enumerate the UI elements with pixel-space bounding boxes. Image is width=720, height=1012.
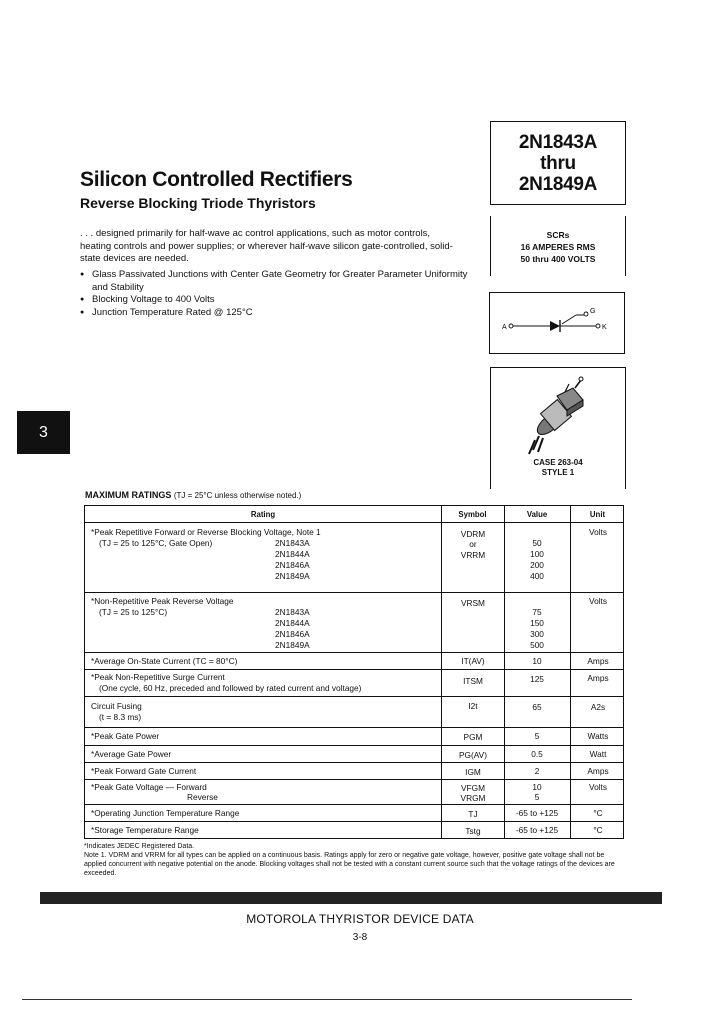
scr-label: SCRs (546, 230, 570, 240)
unit-cell: A2s (590, 702, 606, 712)
part-number-start: 2N1843A (518, 132, 598, 153)
unit-cell: °C (593, 808, 603, 818)
bottom-rule (22, 999, 632, 1000)
stud-package-icon (521, 376, 597, 456)
schematic-symbol-box (489, 292, 625, 354)
value-cell: 50 (532, 538, 542, 548)
symbol-cell: IT(AV) (461, 656, 485, 666)
decorative-band (40, 892, 662, 904)
value-cell: 75 (532, 607, 542, 617)
rating-label: *Peak Repetitive Forward or Reverse Blocking Voltage, Note 1 (91, 527, 321, 537)
table-header (85, 506, 623, 523)
table-row-vrsm (85, 593, 623, 653)
page-title: Silicon Controlled Rectifiers (80, 168, 353, 191)
table-row-i2t (85, 697, 623, 728)
rating-label: *Peak Forward Gate Current (91, 766, 197, 776)
value-cell: 300 (530, 629, 544, 639)
table-row-vgm (85, 780, 623, 805)
unit-cell: Amps (587, 766, 609, 776)
unit-cell: °C (593, 825, 603, 835)
ratings-condition: (TJ = 25°C unless otherwise noted.) (173, 491, 302, 500)
value-cell: 500 (530, 640, 544, 650)
value-cell: 10 (532, 782, 542, 792)
rating-label: *Storage Temperature Range (91, 825, 199, 835)
rating-condition: (TJ = 25 to 125°C) (99, 607, 168, 617)
symbol-cell: VRGM (460, 793, 486, 803)
note-1: Note 1. VDRM and VRRM for all types can be applied on a continuous basis. Ratings apply for zero or negative gate voltage, however, positive gate voltage shall not be applied concurrent with negative potential on the anode. Blocking voltages shall not be tested with a constant current source such that the voltage ratings of the devices are exceeded. (84, 852, 615, 877)
unit-cell: Volts (589, 527, 607, 537)
rating-label: Circuit Fusing (91, 701, 142, 711)
value-cell: 2 (534, 766, 540, 776)
table-row-igm (85, 763, 623, 780)
intro-paragraph: . . . designed primarily for half-wave ac control applications, such as motor controls, heating controls and power supplies; or wherever half-wave silicon gate-controlled, solid-state devices are needed. (80, 228, 453, 264)
value-cell: 150 (530, 618, 544, 628)
header-value: Value (526, 510, 548, 519)
device-name: 2N1849A (275, 571, 310, 581)
device-name: 2N1843A (275, 538, 310, 548)
part-number-thru: thru (540, 153, 576, 174)
scr-current: 16 AMPERES RMS (520, 242, 596, 252)
header-symbol: Symbol (458, 510, 487, 519)
symbol-cell: TJ (468, 809, 478, 819)
rating-condition: (TJ = 25 to 125°C, Gate Open) (99, 538, 213, 548)
rating-label: *Operating Junction Temperature Range (91, 808, 240, 818)
symbol-cell: I2t (468, 701, 478, 711)
unit-cell: Watts (587, 731, 609, 741)
rating-label: *Average On-State Current (TC = 80°C) (91, 656, 238, 666)
rating-label: *Average Gate Power (91, 749, 172, 759)
value-cell: 65 (532, 702, 542, 712)
unit-cell: Volts (589, 782, 607, 792)
symbol-cell: VRRM (460, 550, 486, 560)
table-row-it-av (85, 653, 623, 670)
ratings-table (84, 505, 624, 839)
symbol-cell: IGM (465, 767, 481, 777)
case-number: CASE 263-04 (533, 458, 583, 467)
device-name: 2N1844A (275, 549, 310, 559)
symbol-or: or (469, 539, 477, 549)
symbol-cell: PGM (463, 732, 483, 742)
chapter-tab: 3 (17, 411, 70, 454)
symbol-cell: VFGM (461, 783, 485, 793)
device-name: 2N1849A (275, 640, 310, 650)
feature-list (80, 269, 480, 319)
case-box (490, 367, 626, 489)
feature-item: ● Junction Temperature Rated @ 125°C (80, 307, 480, 320)
feature-item: ● Glass Passivated Junctions with Center Gate Geometry for Greater Parameter Uniformity and Stability (80, 269, 480, 294)
header-unit: Unit (589, 510, 606, 519)
value-cell: 5 (534, 792, 540, 802)
table-row-pg-av (85, 746, 623, 763)
page-number: 3-8 (352, 932, 368, 943)
value-cell: 0.5 (531, 749, 543, 759)
feature-item: ● Blocking Voltage to 400 Volts (80, 294, 480, 307)
part-number-box (490, 121, 626, 205)
symbol-cell: VDRM (460, 529, 486, 539)
footnotes (84, 842, 624, 878)
rating-label-reverse: Reverse (187, 792, 218, 802)
part-number-end: 2N1849A (518, 174, 598, 195)
rating-label: *Non-Repetitive Peak Reverse Voltage (91, 596, 234, 606)
value-cell: 200 (530, 560, 544, 570)
case-style: STYLE 1 (541, 468, 575, 477)
table-row-tstg (85, 822, 623, 839)
symbol-cell: ITSM (463, 676, 483, 686)
unit-cell: Amps (587, 673, 609, 683)
table-row-pgm (85, 728, 623, 746)
rating-label: *Peak Gate Voltage — Forward (91, 782, 207, 792)
unit-cell: Amps (587, 656, 609, 666)
anode-label: A (502, 324, 507, 331)
value-cell: -65 to +125 (515, 825, 559, 835)
ratings-title (85, 490, 301, 500)
rating-label: *Peak Non-Repetitive Surge Current (91, 672, 225, 682)
symbol-cell: VRSM (461, 598, 485, 608)
device-name: 2N1844A (275, 618, 310, 628)
value-cell: 5 (534, 731, 540, 741)
device-name: 2N1846A (275, 629, 310, 639)
symbol-cell: PG(AV) (459, 750, 487, 760)
value-cell: -65 to +125 (515, 808, 559, 818)
case-label (491, 458, 625, 478)
unit-cell: Volts (589, 596, 607, 606)
ratings-heading: MAXIMUM RATINGS (85, 490, 172, 500)
symbol-cell: Tstg (465, 826, 481, 836)
table-row-itsm (85, 670, 623, 697)
table-row-vrrm (85, 523, 623, 593)
cathode-label: K (602, 324, 607, 331)
value-cell: 100 (530, 549, 544, 559)
jedec-note: *Indicates JEDEC Registered Data. (84, 843, 195, 850)
page-subtitle: Reverse Blocking Triode Thyristors (80, 195, 316, 211)
scr-spec-box (490, 216, 626, 276)
header-rating: Rating (250, 510, 276, 519)
device-name: 2N1846A (275, 560, 310, 570)
unit-cell: Watt (589, 749, 607, 759)
footer-title: MOTOROLA THYRISTOR DEVICE DATA (246, 912, 474, 926)
scr-voltage: 50 thru 400 VOLTS (520, 254, 596, 264)
scr-symbol-icon (490, 293, 626, 355)
rating-label: *Peak Gate Power (91, 731, 160, 741)
value-cell: 125 (530, 674, 544, 684)
rating-condition: (One cycle, 60 Hz, preceded and followed by rated current and voltage) (99, 683, 362, 693)
rating-condition: (t = 8.3 ms) (99, 712, 142, 722)
gate-label: G (590, 308, 596, 315)
device-name: 2N1843A (275, 607, 310, 617)
table-row-tj (85, 805, 623, 822)
value-cell: 400 (530, 571, 544, 581)
value-cell: 10 (532, 656, 542, 666)
